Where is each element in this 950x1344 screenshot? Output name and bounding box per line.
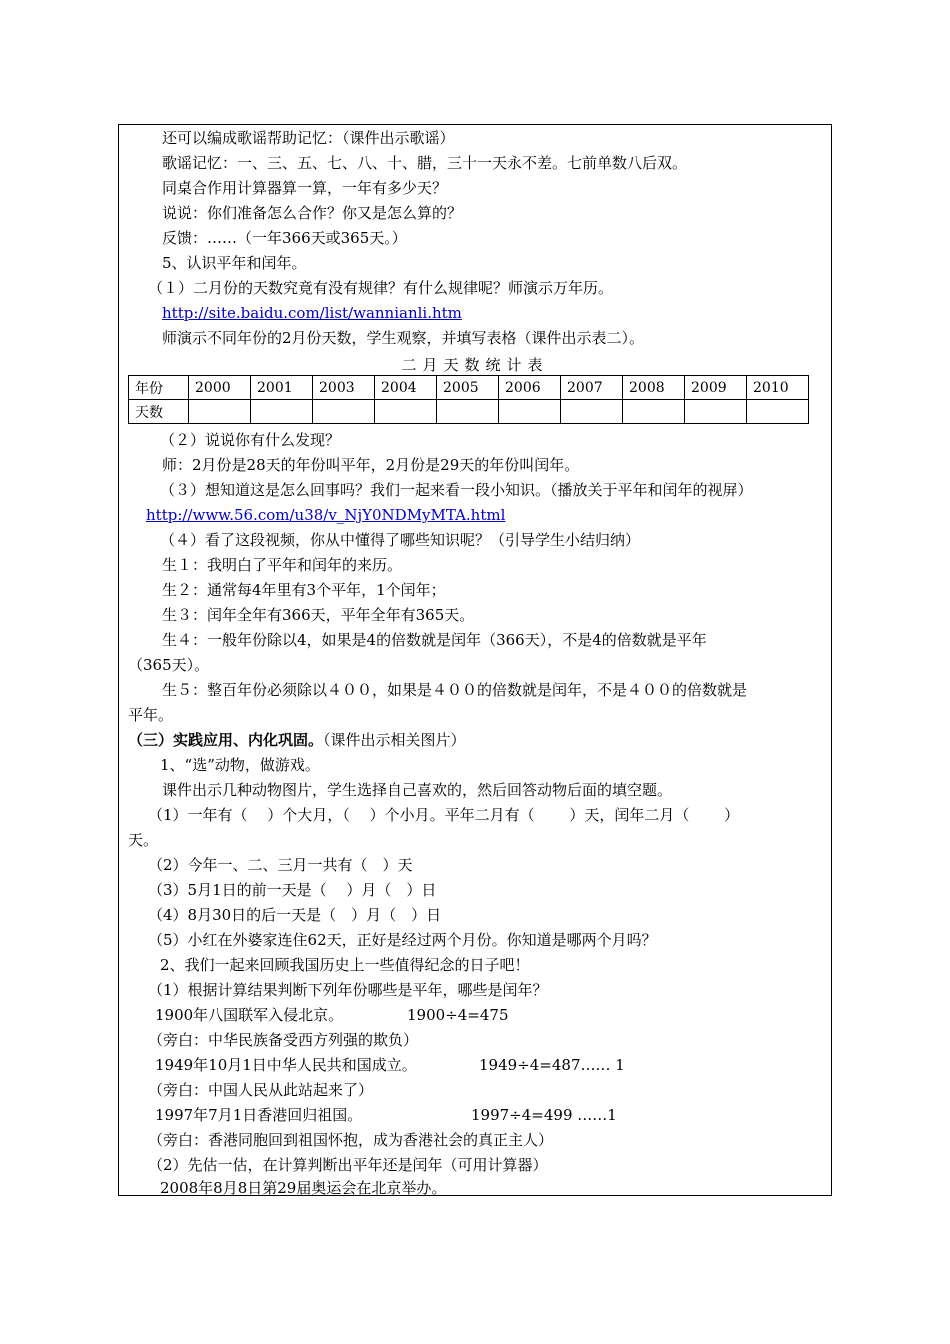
days-cell[interactable] (437, 400, 499, 424)
table-title: 二月天数统计表 (401, 356, 549, 374)
year-cell: 2001 (251, 376, 313, 400)
year-cell: 2007 (561, 376, 623, 400)
days-cell[interactable] (623, 400, 685, 424)
year-cell: 2005 (437, 376, 499, 400)
table-row-days (129, 400, 809, 424)
text-line: 平年。 (128, 706, 174, 724)
days-cell[interactable] (747, 400, 809, 424)
year-cell: 2008 (623, 376, 685, 400)
text-line: 同桌合作用计算器算一算，一年有多少天？ (162, 179, 448, 197)
text-line: 2、我们一起来回顾我国历史上一些值得纪念的日子吧！ (160, 956, 530, 974)
text-line: 生４：一般年份除以4，如果是4的倍数就是闰年（366天），不是4的倍数就是平年 (162, 631, 707, 649)
text-line: 天。 (128, 831, 159, 849)
text-line: （旁白：中华民族备受西方列强的欺负） (148, 1031, 419, 1049)
year-cell: 2010 (747, 376, 809, 400)
text-line: （4）8月30日的后一天是（ ）月（ ）日 (148, 906, 442, 924)
year-cell: 2003 (313, 376, 375, 400)
year-cell: 2004 (375, 376, 437, 400)
video-link[interactable]: http://www.56.com/u38/v_NjY0NDMyMTA.html (146, 506, 506, 524)
section-heading (128, 730, 466, 750)
text-line: （旁白：中国人民从此站起来了） (148, 1081, 374, 1099)
text-line: 歌谣记忆：一、三、五、七、八、十、腊，三十一天永不差。七前单数八后双。 (162, 154, 688, 172)
text-line: （365天）。 (128, 656, 210, 674)
text-line: 师演示不同年份的2月份天数，学生观察，并填写表格（课件出示表二）。 (162, 329, 645, 347)
table-row-years (129, 376, 809, 400)
text-line: 师：2月份是28天的年份叫平年，2月份是29天的年份叫闰年。 (162, 456, 580, 474)
text-line: 生３：闰年全年有366天，平年全年有365天。 (162, 606, 475, 624)
text-line: 2008年8月8日第29届奥运会在北京举办。 (160, 1179, 447, 1197)
row-header-days: 天数 (129, 400, 189, 424)
text-line: （2）先估一估，在计算判断出平年还是闰年（可用计算器） (148, 1156, 548, 1174)
calc-text: 1900÷4=475 (407, 1006, 509, 1024)
text-line: （１）二月份的天数究竟有没有规律？有什么规律呢？师演示万年历。 (148, 279, 614, 297)
section-heading-bold: （三）实践应用、内化巩固。 (128, 731, 324, 749)
text-line: （旁白：香港同胞回到祖国怀抱，成为香港社会的真正主人） (148, 1131, 554, 1149)
text-line: 说说：你们准备怎么合作？你又是怎么算的？ (162, 204, 463, 222)
text-line: 课件出示几种动物图片，学生选择自己喜欢的，然后回答动物后面的填空题。 (162, 781, 673, 799)
text-line: （1）一年有（ ）个大月，（ ）个小月。平年二月有（ ）天，闰年二月（ ） (148, 806, 740, 824)
section-heading-note: （课件出示相关图片） (323, 731, 466, 749)
calc-text: 1949÷4=487…… 1 (479, 1056, 625, 1074)
text-line: （2）今年一、二、三月一共有（ ）天 (148, 856, 413, 874)
days-cell[interactable] (685, 400, 747, 424)
calc-text: 1997÷4=499 ……1 (471, 1106, 617, 1124)
text-line: 生２：通常每4年里有3个平年，1个闰年； (162, 581, 446, 599)
text-line: （3）5月1日的前一天是（ ）月（ ）日 (148, 881, 437, 899)
text-line: （３）想知道这是怎么回事吗？我们一起来看一段小知识。（播放关于平年和闰年的视屏） (160, 481, 753, 499)
text-line: 1949年10月1日中华人民共和国成立。 (155, 1056, 417, 1074)
text-line: （２）说说你有什么发现？ (160, 431, 341, 449)
text-line: （４）看了这段视频，你从中懂得了哪些知识呢？（引导学生小结归纳） (160, 531, 641, 549)
year-cell: 2009 (685, 376, 747, 400)
days-cell[interactable] (499, 400, 561, 424)
row-header-year: 年份 (129, 376, 189, 400)
text-line: 1、“选”动物，做游戏。 (160, 756, 320, 774)
days-cell[interactable] (375, 400, 437, 424)
text-line: （1）根据计算结果判断下列年份哪些是平年，哪些是闰年？ (148, 981, 548, 999)
year-cell: 2000 (189, 376, 251, 400)
text-line: 生５：整百年份必须除以４００，如果是４００的倍数就是闰年，不是４００的倍数就是 (162, 681, 748, 699)
text-line: 1997年7月1日香港回归祖国。 (155, 1106, 363, 1124)
days-cell[interactable] (561, 400, 623, 424)
days-cell[interactable] (251, 400, 313, 424)
text-line: （5）小红在外婆家连住62天，正好是经过两个月份。你知道是哪两个月吗？ (148, 931, 657, 949)
text-line: 还可以编成歌谣帮助记忆：（课件出示歌谣） (162, 129, 455, 147)
days-cell[interactable] (313, 400, 375, 424)
text-line: 1900年八国联军入侵北京。 (155, 1006, 344, 1024)
text-line: 生１：我明白了平年和闰年的来历。 (162, 556, 403, 574)
text-line: 反馈：……（一年366天或365天。） (162, 229, 407, 247)
text-line: 5、认识平年和闰年。 (162, 254, 307, 272)
wannianli-link[interactable]: http://site.baidu.com/list/wannianli.htm (162, 304, 462, 322)
year-cell: 2006 (499, 376, 561, 400)
february-days-table (128, 375, 809, 424)
days-cell[interactable] (189, 400, 251, 424)
